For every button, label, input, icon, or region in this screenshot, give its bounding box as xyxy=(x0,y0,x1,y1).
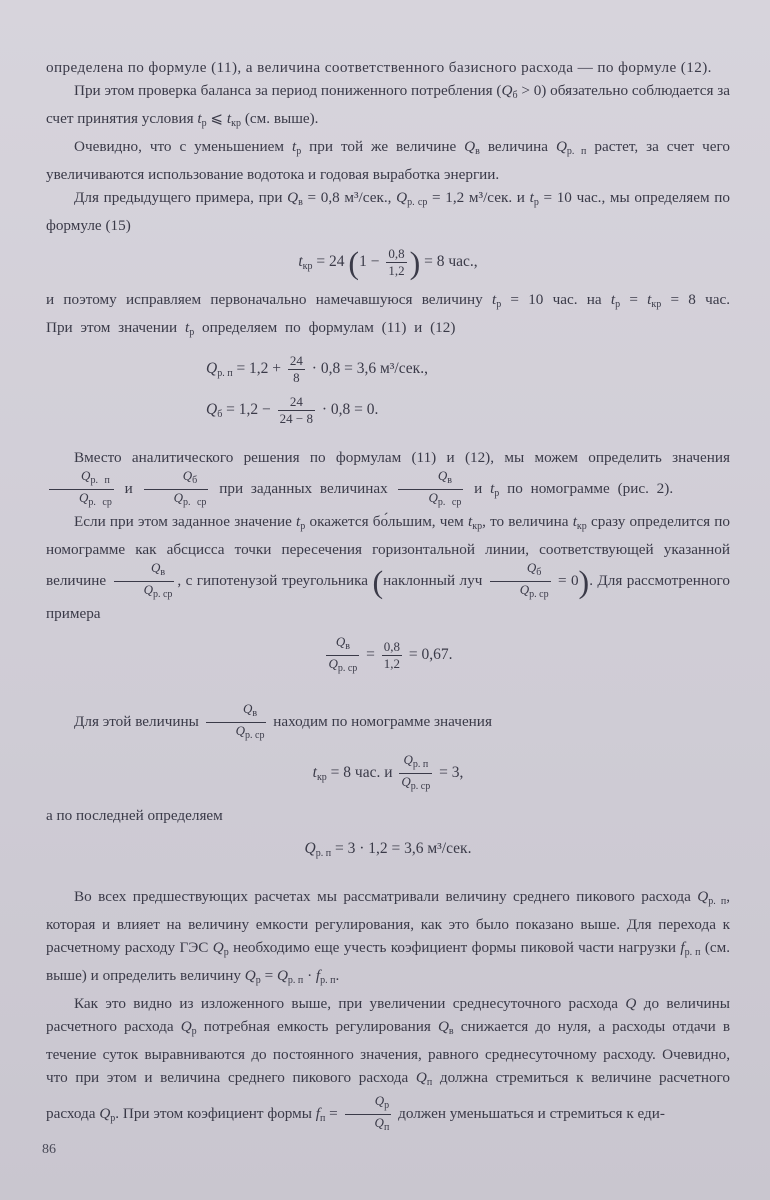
paragraph-example: Для предыдущего примера, при $Q_в = 0,8$ м³/сек., $Q_{р. ср} = 1,2$ м³/сек. и $t_р = 10$ час., мы определяем по формуле (15) xyxy=(46,189,731,234)
text: Во всех предшествующих расчетах мы рассматривали величину среднего пикового расхода xyxy=(74,888,691,906)
fraction: $\frac{Q_{р. п}}{Q_{р. ср}}$ xyxy=(401,752,431,793)
text: Вместо аналитического решения по формулам (11) и (12), мы можем определить значения xyxy=(74,449,730,467)
numerator: 24 xyxy=(289,353,303,369)
text: до величины расчетного расхода xyxy=(46,995,731,1036)
text: при той же величине xyxy=(309,138,457,155)
text: величина xyxy=(487,138,548,155)
denominator: 24 − 8 xyxy=(279,411,313,427)
text: необходимо еще учесть коэфициент формы пиковой части нагрузки xyxy=(233,939,676,957)
paragraph-obviously: Очевидно, что с уменьшением $t_р$ при той же величине $Q_в$ величина $Q_{р. п}$ растет, за счет чего увеличиваются использование водотока и годовая выработка энергии. xyxy=(46,138,730,183)
text: находим по номограмме значения xyxy=(273,713,492,731)
text: потребная емкость регулирования xyxy=(203,1018,431,1036)
text: , которая и влияет на величину емкости регулирования, как это было показано выше. Для перехода к расчетному расходу ГЭС xyxy=(46,888,731,957)
denominator: 1,2 xyxy=(383,656,401,672)
text: снижается до нуля, а расходы отдачи в течение суток выравниваются до постоянного значения, равного среднесуточному расходу. Очевидно, что при этом и величина среднего пикового расхода xyxy=(46,1018,731,1087)
fraction: $\frac{Q_в}{Q_{р. ср}}$ xyxy=(206,702,267,743)
fraction: $\frac{Q_б}{Q_{р. ср}}$ xyxy=(144,469,209,510)
fraction xyxy=(278,395,315,426)
numerator: 0,8 xyxy=(383,639,401,655)
page-number: 86 xyxy=(42,1142,56,1157)
formula-part: · 0,8 = 0. xyxy=(321,401,379,419)
fraction: $\frac{Q_б}{Q_{р. ср}}$ xyxy=(490,561,551,602)
formula-part: = 1,2 + xyxy=(236,360,282,378)
text: час. При этом значении xyxy=(46,291,730,337)
paragraph-as: Как это видно из изложенного выше, при увеличении среднесуточного расхода Q до величины расчетного расхода $Q_р$ потребная емкость регулирования $Q_в$ снижается до нуля, а расходы отдачи в течение суток выравниваются до постоянного значения, равного среднесуточному расходу. Очевидно, что при этом и величина среднего пикового расхода $Q_п$ должна стремиться к величине расчетного расхода $Q_р$. При этом коэфициент формы $f_п$ = $\frac{Q_р}{Q_п}$ должен уменьшаться и стремиться к еди- xyxy=(46,995,731,1134)
text: При этом проверка баланса за период пониженного потребления xyxy=(74,82,493,99)
text: определяем по формулам (11) и (12) xyxy=(202,319,456,337)
formula-ratio xyxy=(46,635,730,676)
text: окажется бо́льшим, чем xyxy=(309,513,464,531)
fraction: $\frac{Q_в}{Q_{р. ср}}$ xyxy=(328,634,358,675)
formula-tkr: $t_{кр} = 24$ (1 − $\frac{0,8}{1,2}$ ) = 8 час., xyxy=(298,244,478,281)
paragraph-instead: Вместо аналитического решения по формулам (11) и (12), мы можем определить значения $\frac{Q_{р. п}}{Q_{р. ср}}$ и $\frac{Q_б}{Q_{р. ср}}$ при заданных величинах $\frac{Q_в}{Q_{р. ср}}$ и $t_р$ по номограмме (рис. 2). xyxy=(46,446,730,510)
formula-qb: $Q_б = 1,2$ − $\frac{24}{24 - 8}$ · 0,8 = 0. xyxy=(206,394,379,427)
numerator: 24 xyxy=(278,395,315,411)
text: Для этой величины xyxy=(74,713,199,731)
formula-result: $t_{кр} = 8$ час. и $\frac{Q_{р. п}}{Q_{р. ср}}$ = 3, xyxy=(312,752,464,793)
text: обязательно соблюдается за счет принятия условия xyxy=(46,82,730,127)
text: Если при этом заданное значение xyxy=(74,513,292,531)
text: м³/сек. и xyxy=(468,189,525,206)
formula-part: = 8 час., xyxy=(424,253,478,271)
paragraph-continued: определена по формуле (11), а величина соответственного базисного расхода — по формуле (12). xyxy=(46,59,712,76)
paragraph-last: а по последней определяем xyxy=(46,807,223,825)
fraction: $\frac{Q_р}{Q_п}$ xyxy=(345,1094,392,1135)
text: наклонный луч xyxy=(383,572,483,590)
text: , то величина xyxy=(482,513,569,531)
formula-part: = 8 час. и xyxy=(330,764,393,782)
fraction: $\frac{Q_в}{Q_{р. ср}}$ xyxy=(398,469,463,510)
text: час., мы определяем по формуле (15) xyxy=(46,189,731,234)
fraction xyxy=(382,640,402,671)
text: м³/сек., xyxy=(344,189,392,206)
text: и xyxy=(124,480,133,498)
text: должен уменьшаться и стремиться к еди- xyxy=(398,1105,665,1123)
paragraph-if: Если при этом заданное значение $t_р$ окажется бо́льшим, чем $t_{кр}$, то величина $t_{кр}$ сразу определится по номограмме как абсцисса точки пересечения горизонтальной линии, соответствующей указанной величине $\frac{Q_в}{Q_{р. ср}}$ , с гипотенузой треугольника (наклонный луч $\frac{Q_б}{Q_{р. ср}}$ = 0). Для рассмотренного примера xyxy=(46,513,731,623)
fraction xyxy=(288,354,305,385)
text: и поэтому исправляем первоначально намечавшуюся величину xyxy=(46,291,483,309)
text: Как это видно из изложенного выше, при увеличении среднесуточного расхода xyxy=(74,995,619,1013)
denominator: 8 xyxy=(293,370,300,386)
formula-final: $Q_{р. п} = 3 \cdot 1,2 = 3,6$ м³/сек. xyxy=(304,840,472,860)
text: При этом коэфициент формы xyxy=(122,1105,312,1123)
text: (см. выше). xyxy=(244,110,319,127)
text: Очевидно, что с уменьшением xyxy=(74,138,284,155)
paragraph-correct: и поэтому исправляем первоначально намечавшуюся величину $t_р = 10$ час. на $t_р = t_{кр} = 8$ час. При этом значении $t_р$ определяем по формулам (11) и (12) xyxy=(46,291,730,339)
formula-part: = xyxy=(366,646,375,664)
formula-part: = 3, xyxy=(439,764,464,782)
formula-part: = 1,2 − xyxy=(226,401,271,419)
text: по номограмме (рис. 2). xyxy=(507,480,674,498)
numerator: 0,8 xyxy=(388,246,405,261)
text: растет, за счет чего увеличиваются использование водотока и годовая выработка энергии. xyxy=(46,138,730,183)
text: Для предыдущего примера, при xyxy=(74,189,283,206)
paragraph-balance: При этом проверка баланса за период пониженного потребления $(Q_б > 0)$ обязательно соблюдается за счет принятия условия $t_р$ ⩽ $t_{кр}$ (см. выше). xyxy=(46,82,730,129)
formula-part: = 3 · 1,2 = 3,6 м³/сек. xyxy=(334,840,472,858)
text: при заданных величинах xyxy=(219,480,388,498)
formula-qpn: $Q_{р. п} = 1,2$ + $\frac{24}{8}$ · 0,8 = 3,6 м³/сек., xyxy=(206,353,428,386)
paragraph-all: Во всех предшествующих расчетах мы рассматривали величину среднего пикового расхода $Q_{р. п}$, которая и влияет на величину емкости регулирования, как это было показано выше. Для перехода к расчетному расходу ГЭС $Q_р$ необходимо еще учесть коэфициент формы пиковой части нагрузки $f_{р. п}$ (см. выше) и определить величину $Q_р = Q_{р. п} \cdot f_{р. п}$. xyxy=(46,888,731,987)
paragraph-for-this xyxy=(46,702,730,743)
formula-part: · 0,8 = 3,6 м³/сек., xyxy=(311,360,428,378)
fraction xyxy=(386,247,406,278)
text: (см. выше) и определить величину xyxy=(46,939,731,985)
text: час. на xyxy=(552,291,602,309)
text: и xyxy=(474,480,483,498)
text: сразу определится по номограмме как абсцисса точки пересечения горизонтальной линии, соответствующей указанной величине xyxy=(46,513,731,590)
text: . Для рассмотренного примера xyxy=(46,572,730,623)
text: , с гипотенузой треугольника xyxy=(177,572,369,590)
formula-part: = 0,67. xyxy=(408,646,453,664)
text: = 0 xyxy=(557,572,579,590)
denominator: 1,2 xyxy=(388,263,405,278)
formula-part: = 24 xyxy=(316,253,345,271)
fraction: $\frac{Q_в}{Q_{р. ср}}$ xyxy=(114,561,175,602)
fraction: $\frac{Q_{р. п}}{Q_{р. ср}}$ xyxy=(49,469,114,510)
text: должна стремиться к величине расчетного расхода xyxy=(46,1069,730,1123)
